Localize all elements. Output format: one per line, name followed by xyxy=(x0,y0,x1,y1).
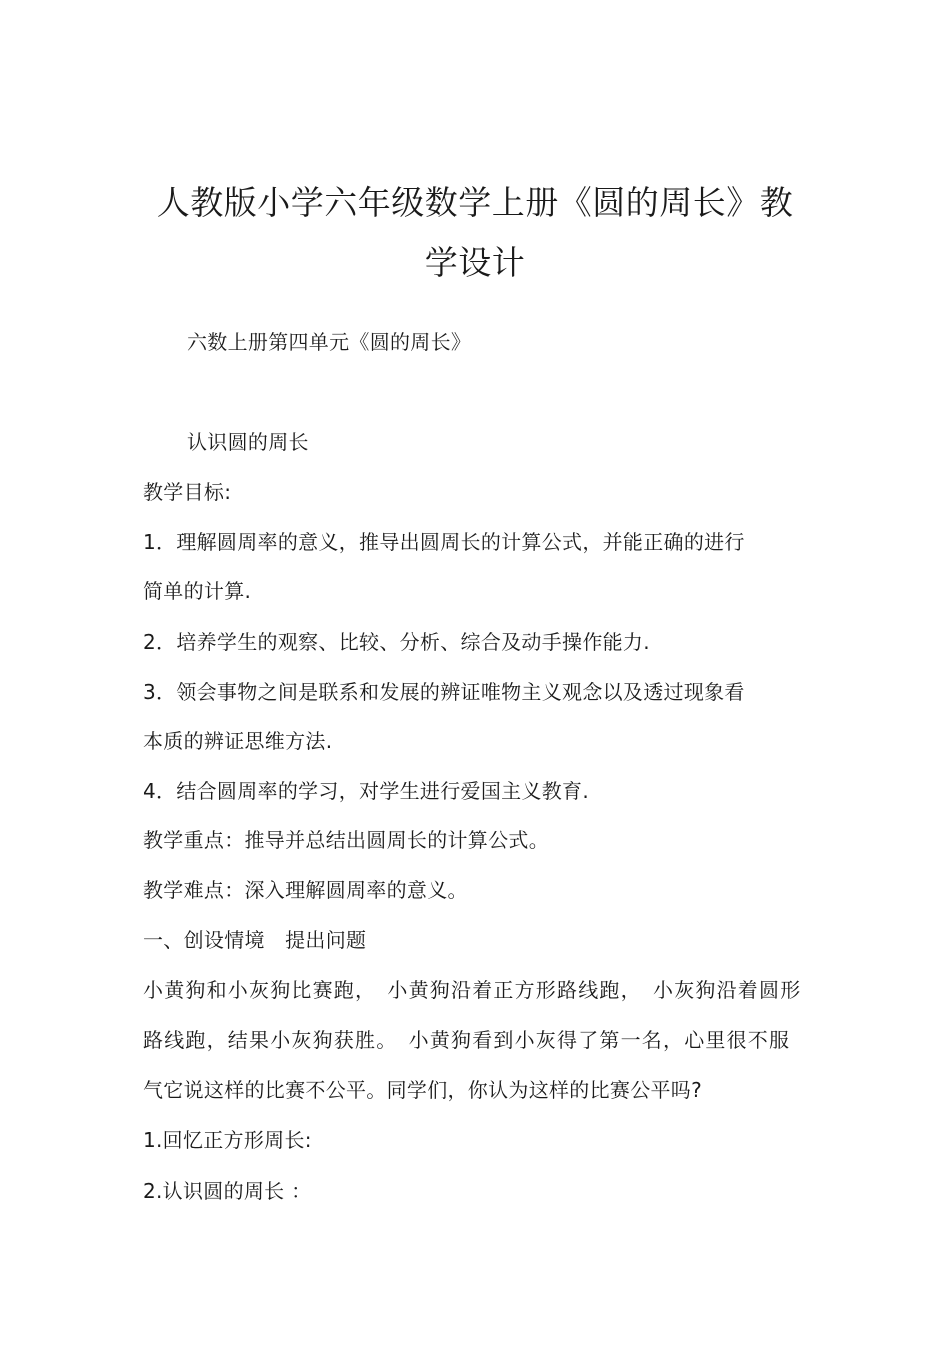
document-title-line-1: 人教版小学六年级数学上册《圆的周长》教 xyxy=(156,183,794,222)
objective-1-line-2: 简单的计算. xyxy=(143,579,252,603)
objective-1-line-1: 1．理解圆周率的意义，推导出圆周长的计算公式，并能正确的进行 xyxy=(143,530,745,554)
story-line-1: 小黄狗和小灰狗比赛跑， 小黄狗沿着正方形路线跑， 小灰狗沿着圆形 xyxy=(143,978,802,1002)
topic-label: 认识圆的周长 xyxy=(187,430,309,454)
unit-label: 六数上册第四单元《圆的周长》 xyxy=(187,330,472,354)
objective-3-line-1: 3．领会事物之间是联系和发展的辨证唯物主义观念以及透过现象看 xyxy=(143,680,745,704)
objective-4: 4．结合圆周率的学习，对学生进行爱国主义教育. xyxy=(143,779,589,803)
story-line-3: 气它说这样的比赛不公平。同学们，你认为这样的比赛公平吗? xyxy=(143,1078,703,1102)
objective-2: 2．培养学生的观察、比较、分析、综合及动手操作能力. xyxy=(143,630,650,654)
objectives-heading: 教学目标: xyxy=(143,480,232,504)
step-1: 1.回忆正方形周长: xyxy=(143,1128,312,1152)
document-title-line-2: 学设计 xyxy=(424,243,526,282)
objective-3-line-2: 本质的辨证思维方法. xyxy=(143,729,333,753)
section-heading-1: 一、创设情境 提出问题 xyxy=(143,928,367,952)
story-line-2: 路线跑，结果小灰狗获胜。 小黄狗看到小灰得了第一名，心里很不服 xyxy=(143,1028,791,1052)
step-2: 2.认识圆的周长 ： xyxy=(143,1179,312,1203)
difficulty: 教学难点：深入理解圆周率的意义。 xyxy=(143,878,468,902)
key-point: 教学重点：推导并总结出圆周长的计算公式。 xyxy=(143,828,549,852)
